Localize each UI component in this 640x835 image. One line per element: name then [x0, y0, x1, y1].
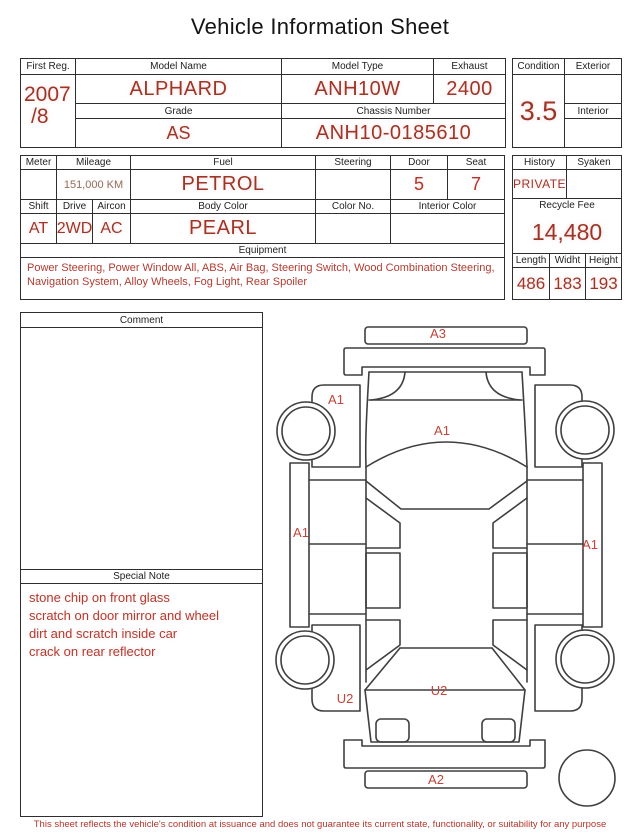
condition-column — [513, 59, 565, 147]
hood-left-edge — [366, 372, 369, 467]
model-type-value: ANH10W — [282, 75, 434, 104]
first-reg-column — [21, 59, 76, 147]
condition-box — [512, 58, 622, 148]
right-front-window — [493, 498, 527, 548]
first-reg-month: /8 — [31, 105, 49, 129]
rear-right-wheel-inner — [561, 635, 609, 683]
damage-label-front-bumper-top: A3 — [430, 326, 446, 341]
front-left-wheel-inner — [282, 407, 330, 455]
left-middle-window — [366, 553, 400, 608]
seat-label: Seat — [448, 156, 504, 170]
height-value: 193 — [589, 273, 618, 293]
shift-value: AT — [21, 214, 57, 244]
length-label: Length — [513, 254, 550, 268]
rear-left-wheel-inner — [281, 636, 329, 684]
special-note-line: crack on rear reflector — [29, 643, 156, 659]
dimensions-header-row — [513, 254, 621, 268]
width-value: 183 — [550, 268, 586, 299]
model-type-label: Model Type — [282, 59, 434, 75]
identity-value-row-2 — [76, 119, 505, 147]
model-name-value: ALPHARD — [76, 75, 282, 104]
first-reg-label: First Reg. — [21, 59, 75, 75]
equipment-value-row — [21, 258, 504, 299]
history-value-row — [513, 170, 621, 199]
first-reg-value — [21, 75, 75, 147]
vehicle-diagram-svg — [272, 315, 640, 815]
comment-box — [20, 312, 263, 817]
left-rocker-shape — [290, 463, 309, 627]
rear-bumper-shape — [344, 740, 545, 768]
identity-header-row-1 — [76, 59, 505, 75]
recycle-fee-header-row — [513, 199, 621, 213]
drive-label: Drive — [57, 200, 93, 214]
left-rear-window — [366, 620, 400, 670]
identity-value-row-1 — [76, 75, 505, 104]
damage-label-left-rear-quarter: U2 — [336, 691, 354, 706]
meter-value — [21, 170, 57, 200]
disclaimer-text: This sheet reflects the vehicle's condition at issuance and does not guarantee its current state, functionality, or suitability for any purpose — [33, 819, 607, 830]
exterior-value — [565, 75, 621, 104]
first-reg-year: 2007 — [24, 83, 71, 106]
shift-label: Shift — [21, 200, 57, 214]
exterior-label: Exterior — [565, 59, 621, 75]
comment-area — [21, 328, 262, 569]
condition-label: Condition — [513, 59, 564, 75]
right-headlight-arc — [486, 372, 520, 400]
syaken-value — [567, 170, 621, 199]
roof-front-edge — [366, 481, 527, 509]
grade-label: Grade — [76, 104, 282, 119]
history-header-row — [513, 156, 621, 170]
grade-value: AS — [76, 119, 282, 147]
damage-label-hood: A1 — [434, 423, 450, 438]
damage-label-left-front-fender: A1 — [328, 392, 344, 407]
exhaust-label: Exhaust — [434, 59, 505, 75]
seat-value: 7 — [448, 170, 504, 200]
interior-label: Interior — [565, 104, 621, 119]
history-recycle-panel — [512, 155, 622, 300]
damage-label-right-rocker: A1 — [582, 537, 598, 552]
damage-label-left-rocker: A1 — [293, 525, 309, 540]
spec-value-row-2 — [21, 214, 504, 244]
rear-bumper-bottom-shape — [365, 771, 527, 788]
spec-header-row-1 — [21, 156, 504, 170]
steering-value — [316, 170, 391, 200]
color-no-value — [316, 214, 391, 244]
front-bumper-top-shape — [365, 327, 527, 344]
body-color-value: PEARL — [131, 214, 316, 244]
aircon-value: AC — [93, 214, 131, 244]
right-middle-window — [493, 553, 527, 608]
exhaust-value: 2400 — [434, 75, 505, 104]
special-note-line: stone chip on front glass — [29, 590, 170, 605]
left-headlight-arc — [371, 372, 405, 400]
car-damage-diagram — [272, 315, 640, 815]
spec-value-row-1 — [21, 170, 504, 200]
right-taillight — [482, 719, 515, 742]
aircon-label: Aircon — [93, 200, 131, 214]
front-right-wheel-inner — [561, 406, 609, 454]
condition-value: 3.5 — [519, 95, 558, 126]
front-bumper-shape — [344, 348, 545, 375]
equipment-label: Equipment — [21, 244, 504, 258]
history-value: PRIVATE — [513, 170, 567, 199]
meter-label: Meter — [21, 156, 57, 170]
door-value: 5 — [391, 170, 448, 200]
page-title: Vehicle Information Sheet — [190, 14, 450, 39]
hood-right-edge — [522, 372, 527, 467]
damage-label-rear-gate: U2 — [430, 683, 448, 698]
interior-value — [565, 119, 621, 147]
height-label: Height — [586, 254, 621, 268]
fuel-label: Fuel — [131, 156, 316, 170]
special-note-text — [21, 584, 262, 816]
spare-tire — [559, 750, 615, 806]
special-note-line: scratch on door mirror and wheel — [29, 607, 220, 623]
door-label: Door — [391, 156, 448, 170]
damage-label-rear-bumper: A2 — [428, 772, 444, 787]
windshield-arc — [366, 442, 527, 467]
recycle-fee-label: Recycle Fee — [539, 200, 595, 212]
width-label: Widht — [550, 254, 586, 268]
comment-label: Comment — [21, 313, 262, 328]
vehicle-identity-table — [20, 58, 506, 148]
right-rear-window — [493, 620, 527, 670]
special-note-line: dirt and scratch inside car — [29, 625, 178, 641]
equipment-list: Power Steering, Power Window All, ABS, Air Bag, Steering Switch, Wood Combination Steering, Navigation System, Alloy Wheels, Fog Light, Rear Spoiler — [27, 262, 495, 289]
body-color-label: Body Color — [131, 200, 316, 214]
mileage-value: 151,000 KM — [57, 170, 131, 200]
exterior-interior-column — [565, 59, 621, 147]
steering-label: Steering — [316, 156, 391, 170]
equipment-header-row — [21, 244, 504, 258]
spec-table — [20, 155, 505, 300]
history-label: History — [513, 156, 567, 170]
length-value: 486 — [513, 268, 550, 299]
chassis-number-label: Chassis Number — [282, 104, 505, 119]
mileage-label: Mileage — [57, 156, 131, 170]
fuel-value: PETROL — [131, 170, 316, 200]
model-name-label: Model Name — [76, 59, 282, 75]
syaken-label: Syaken — [567, 156, 621, 170]
rear-right-diagonal — [492, 648, 525, 690]
recycle-fee-value-row — [513, 212, 621, 254]
recycle-fee-value: 14,480 — [513, 212, 621, 254]
color-no-label: Color No. — [316, 200, 391, 214]
interior-color-value — [391, 214, 504, 244]
chassis-number-value: ANH10-0185610 — [315, 121, 472, 144]
rear-left-diagonal — [365, 648, 400, 690]
interior-color-label: Interior Color — [391, 200, 504, 214]
identity-right-part — [76, 59, 505, 147]
left-taillight — [376, 719, 409, 742]
left-front-window — [366, 498, 400, 548]
identity-header-row-2 — [76, 104, 505, 119]
spec-header-row-2 — [21, 200, 504, 214]
special-note-label: Special Note — [21, 569, 262, 584]
dimensions-value-row — [513, 268, 621, 299]
drive-value: 2WD — [57, 214, 93, 244]
